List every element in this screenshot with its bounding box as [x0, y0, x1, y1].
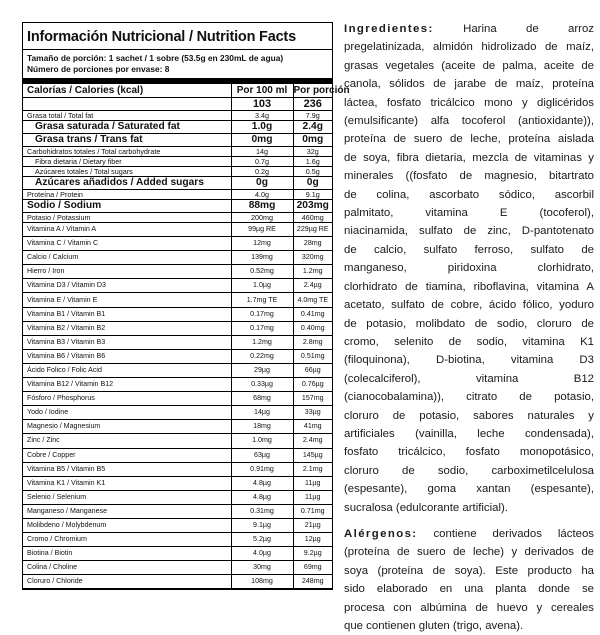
- value-per-serving: 1.6g: [293, 157, 332, 167]
- value-per-100ml: 63µg: [231, 448, 293, 462]
- nutrient-label: Proteína / Protein: [23, 190, 231, 200]
- table-row: [23, 378, 332, 392]
- value-per-100ml: 200mg: [231, 213, 293, 223]
- nutrient-label: Vitamina B2 / Vitamin B2: [23, 321, 231, 335]
- value-per-serving: 11µg: [293, 476, 332, 490]
- table-row: [23, 200, 332, 213]
- serving-size: Tamaño de porción: 1 sachet / 1 sobre (53.5g en 230mL de agua): [27, 53, 284, 63]
- ingredients-line: [344, 20, 594, 38]
- table-row: [23, 476, 332, 490]
- ingredients-line: proteína de suero de leche, proteína aislada: [344, 133, 594, 146]
- nutrient-label: Vitamina B1 / Vitamin B1: [23, 307, 231, 321]
- ingredients-line: niacinamida, sulfato de zinc, D-pantotenato: [344, 225, 594, 238]
- ingredients-line: (cianocobalamina)), citrato de potasio,: [344, 391, 594, 404]
- nutrient-label: Vitamina E / Vitamin E: [23, 293, 231, 307]
- calories-per-100ml: 103: [231, 98, 293, 111]
- nutrient-label: Cromo / Chromium: [23, 533, 231, 547]
- value-per-serving: 2.4µg: [293, 279, 332, 293]
- nutrient-label: Azúcares totales / Total sugars: [23, 167, 231, 177]
- nutrient-label: Vitamina D3 / Vitamin D3: [23, 279, 231, 293]
- column-header-per-serving: Por porción: [293, 85, 350, 96]
- table-row: [23, 111, 332, 121]
- calories-value-row: [23, 98, 332, 111]
- value-per-100ml: 0.2g: [231, 167, 293, 177]
- allergens-line: (proteína de suero de leche) y derivados de: [344, 546, 594, 559]
- table-row: [23, 518, 332, 532]
- ingredients-line: cromo, selenito de sodio, vitamina K1: [344, 335, 594, 348]
- value-per-serving: 0g: [293, 177, 332, 190]
- table-row: [23, 223, 332, 237]
- value-per-serving: 2.4g: [293, 121, 332, 134]
- value-per-serving: 229µg RE: [293, 223, 332, 237]
- table-row: [23, 504, 332, 518]
- ingredients-line: acetato, sulfato de cobre, ácido fólico, yoduro: [344, 299, 594, 312]
- table-row: [23, 157, 332, 167]
- value-per-100ml: 0.7g: [231, 157, 293, 167]
- value-per-100ml: 29µg: [231, 363, 293, 377]
- nutrient-label: Vitamina A / Vitamin A: [23, 223, 231, 237]
- ingredients-line: láctea, fosfato tricálcico mono y diglicéridos: [344, 96, 594, 109]
- nutrient-label: Grasa trans / Trans fat: [23, 134, 231, 147]
- value-per-serving: 460mg: [293, 213, 332, 223]
- value-per-100ml: 108mg: [231, 575, 293, 589]
- value-per-serving: 7.9g: [293, 111, 332, 121]
- table-row: [23, 213, 332, 223]
- value-per-100ml: 9.1µg: [231, 518, 293, 532]
- table-row: [23, 406, 332, 420]
- value-per-serving: 2.4mg: [293, 434, 332, 448]
- table-row: [23, 251, 332, 265]
- value-per-serving: 0.51mg: [293, 349, 332, 363]
- nutrient-label: Grasa total / Total fat: [23, 111, 231, 121]
- nutrient-label: Azúcares añadidos / Added sugars: [23, 177, 231, 190]
- table-row: [23, 307, 332, 321]
- value-per-100ml: 4.0g: [231, 190, 293, 200]
- value-per-100ml: 1.7mg TE: [231, 293, 293, 307]
- value-per-100ml: 14g: [231, 147, 293, 157]
- nutrient-label: Cobre / Copper: [23, 448, 231, 462]
- value-per-serving: 33µg: [293, 406, 332, 420]
- nutrient-label: Carbohidratos totales / Total carbohydrate: [23, 147, 231, 157]
- nutrient-label: Yodo / Iodine: [23, 406, 231, 420]
- value-per-100ml: 30mg: [231, 561, 293, 575]
- value-per-serving: 320mg: [293, 251, 332, 265]
- value-per-100ml: 4.8µg: [231, 490, 293, 504]
- value-per-serving: 1.2mg: [293, 265, 332, 279]
- ingredients-line: clorhidrato de tiamina, riboflavina, vitamina A: [344, 280, 594, 293]
- value-per-100ml: 0.33µg: [231, 378, 293, 392]
- table-row: [23, 190, 332, 200]
- value-per-serving: 28mg: [293, 237, 332, 251]
- value-per-100ml: 1.0mg: [231, 434, 293, 448]
- ingredients-line: (espesante), goma xantan (espesante),: [344, 483, 594, 496]
- value-per-100ml: 68mg: [231, 392, 293, 406]
- calories-header-row: [23, 84, 332, 98]
- nutrient-label: Vitamina B5 / Vitamin B5: [23, 462, 231, 476]
- ingredients-line: sucralosa (edulcorante artificial).: [344, 501, 508, 514]
- ingredients-line: minerales ((fosfato de magnesio, bitartrato: [344, 170, 594, 183]
- value-per-100ml: 139mg: [231, 251, 293, 265]
- value-per-100ml: 1.0g: [231, 121, 293, 134]
- nutrient-label: Cloruro / Chloride: [23, 575, 231, 589]
- nutrient-label: Colina / Choline: [23, 561, 231, 575]
- ingredients-line: (emulsificante) alfa tocoferol (antioxidante)),: [344, 115, 594, 128]
- table-row: [23, 490, 332, 504]
- value-per-serving: 145µg: [293, 448, 332, 462]
- value-per-serving: 0mg: [293, 134, 332, 147]
- value-per-100ml: 0.22mg: [231, 349, 293, 363]
- table-row: [23, 167, 332, 177]
- table-row: [23, 335, 332, 349]
- value-per-serving: 0.41mg: [293, 307, 332, 321]
- ingredients-line: (colecalciferol), vitamina B12: [344, 372, 594, 385]
- value-per-100ml: 1.2mg: [231, 335, 293, 349]
- servings-per-container: Número de porciones por envase: 8: [23, 64, 332, 84]
- table-row: [23, 237, 332, 251]
- table-row: [23, 462, 332, 476]
- ingredients-line: artificiales (vainilla, leche condensada),: [344, 427, 594, 440]
- value-per-serving: 12µg: [293, 533, 332, 547]
- ingredients-line: de calcio, sulfato ferroso, sulfato de: [344, 243, 594, 256]
- value-per-100ml: 0g: [231, 177, 293, 190]
- nutrient-label: Ácido Folico / Folic Acid: [23, 363, 231, 377]
- nutrient-label: Vitamina K1 / Vitamin K1: [23, 476, 231, 490]
- table-row: [23, 420, 332, 434]
- ingredients-line: palmitato, vitamina E (tocoferol),: [344, 207, 594, 220]
- value-per-100ml: 3.4g: [231, 111, 293, 121]
- allergens-paragraph: [344, 525, 594, 635]
- value-per-serving: 203mg: [293, 200, 332, 213]
- value-per-100ml: 1.0µg: [231, 279, 293, 293]
- table-row: [23, 177, 332, 190]
- value-per-serving: 21µg: [293, 518, 332, 532]
- value-per-serving: 0.76µg: [293, 378, 332, 392]
- value-per-100ml: 12mg: [231, 237, 293, 251]
- value-per-100ml: 0mg: [231, 134, 293, 147]
- allergens-line: sido elaborado en una planta donde se: [344, 583, 594, 596]
- ingredients-line: de soya, fibra dietaria, mezcla de vitaminas y: [344, 151, 594, 164]
- value-per-serving: 0.40mg: [293, 321, 332, 335]
- table-row: [23, 561, 332, 575]
- table-row: [23, 349, 332, 363]
- table-row: [23, 533, 332, 547]
- ingredients-line: pregelatinizada, almidón hidrolizado de maíz,: [344, 41, 594, 54]
- ingredients-paragraph: [344, 20, 594, 517]
- table-row: [23, 121, 332, 134]
- ingredients-line: de colina, ascorbato sódico, ascorbil: [344, 188, 594, 201]
- nutrient-label: Biotina / Biotin: [23, 547, 231, 561]
- ingredients-line: (filoquinona), D-biotina, vitamina D3: [344, 354, 594, 367]
- nutrient-label: Fósforo / Phosphorus: [23, 392, 231, 406]
- value-per-serving: 2.1mg: [293, 462, 332, 476]
- value-per-100ml: 99µg RE: [231, 223, 293, 237]
- value-per-100ml: 0.17mg: [231, 321, 293, 335]
- value-per-serving: 41mg: [293, 420, 332, 434]
- table-row: [23, 134, 332, 147]
- value-per-100ml: 5.2µg: [231, 533, 293, 547]
- allergens-line: procesa con albúmina de huevo y cereales: [344, 601, 594, 614]
- table-row: [23, 434, 332, 448]
- nutrient-label: Selenio / Selenium: [23, 490, 231, 504]
- nutrient-label: Vitamina B12 / Vitamin B12: [23, 378, 231, 392]
- nutrition-title: Información Nutricional / Nutrition Facts: [23, 23, 332, 50]
- table-row: [23, 363, 332, 377]
- table-row: [23, 575, 332, 589]
- nutrient-label: Manganeso / Manganese: [23, 504, 231, 518]
- value-per-100ml: 18mg: [231, 420, 293, 434]
- value-per-serving: 248mg: [293, 575, 332, 589]
- value-per-serving: 9.2µg: [293, 547, 332, 561]
- value-per-serving: 32g: [293, 147, 332, 157]
- allergens-heading: Alérgenos:: [344, 527, 418, 540]
- table-row: [23, 392, 332, 406]
- value-per-serving: 69mg: [293, 561, 332, 575]
- value-per-100ml: 4.8µg: [231, 476, 293, 490]
- allergens-line: que contienen gluten (trigo, avena).: [344, 620, 524, 632]
- ingredients-line: canola, sólidos de jarabe de maíz, proteína: [344, 78, 594, 91]
- value-per-100ml: 14µg: [231, 406, 293, 420]
- value-per-serving: 4.0mg TE: [293, 293, 332, 307]
- table-row: [23, 321, 332, 335]
- value-per-serving: 2.8mg: [293, 335, 332, 349]
- ingredients-line: grasas vegetales (aceite de palma, aceite de: [344, 59, 594, 72]
- nutrition-table: [23, 84, 350, 589]
- allergens-text: contiene derivados lácteos: [417, 527, 594, 540]
- value-per-100ml: 0.91mg: [231, 462, 293, 476]
- nutrient-label: Molibdeno / Molybdenum: [23, 518, 231, 532]
- nutrient-label: Fibra dietaria / Dietary fiber: [23, 157, 231, 167]
- ingredients-text-column: [344, 20, 594, 635]
- ingredients-line: fosfato tricálcico, fosfato monopotásico,: [344, 446, 594, 459]
- value-per-serving: 0.5g: [293, 167, 332, 177]
- nutrient-label: Sodio / Sodium: [23, 200, 231, 213]
- value-per-100ml: 0.31mg: [231, 504, 293, 518]
- calories-per-serving: 236: [293, 98, 332, 111]
- ingredients-heading: Ingredientes:: [344, 23, 434, 35]
- nutrient-label: Grasa saturada / Saturated fat: [23, 121, 231, 134]
- nutrient-label: Vitamina B6 / Vitamin B6: [23, 349, 231, 363]
- table-row: [23, 293, 332, 307]
- ingredients-line: manganeso, piridoxina clorhidrato,: [344, 262, 594, 275]
- nutrient-label: Magnesio / Magnesium: [23, 420, 231, 434]
- nutrient-label: Zinc / Zinc: [23, 434, 231, 448]
- table-row: [23, 147, 332, 157]
- value-per-serving: 9.1g: [293, 190, 332, 200]
- value-per-serving: 11µg: [293, 490, 332, 504]
- allergens-line: [344, 525, 594, 543]
- nutrient-label: Calcio / Calcium: [23, 251, 231, 265]
- ingredients-text: Harina de arroz: [433, 23, 594, 35]
- ingredients-line: cloruro de potasio, sabores naturales y: [344, 409, 594, 422]
- nutrient-label: Vitamina B3 / Vitamin B3: [23, 335, 231, 349]
- table-row: [23, 265, 332, 279]
- allergens-line: soya (proteína de soya). Este producto ha: [344, 564, 594, 577]
- value-per-serving: 0.71mg: [293, 504, 332, 518]
- ingredients-line: cloruro de sodio, carboximetilcelulosa: [344, 464, 594, 477]
- calories-label: Calorías / Calories (kcal): [23, 84, 231, 98]
- value-per-serving: 66µg: [293, 363, 332, 377]
- table-row: [23, 547, 332, 561]
- nutrient-label: Hierro / Iron: [23, 265, 231, 279]
- value-per-100ml: 88mg: [231, 200, 293, 213]
- value-per-100ml: 0.52mg: [231, 265, 293, 279]
- table-row: [23, 448, 332, 462]
- value-per-serving: 157mg: [293, 392, 332, 406]
- table-row: [23, 279, 332, 293]
- column-header-per-100ml: Por 100 ml: [231, 84, 293, 98]
- value-per-100ml: 4.0µg: [231, 547, 293, 561]
- nutrition-facts-panel: [22, 22, 350, 590]
- value-per-100ml: 0.17mg: [231, 307, 293, 321]
- ingredients-line: de potasio, molibdato de sodio, cloruro de: [344, 317, 594, 330]
- nutrient-label: Vitamina C / Vitamin C: [23, 237, 231, 251]
- nutrient-label: Potasio / Potassium: [23, 213, 231, 223]
